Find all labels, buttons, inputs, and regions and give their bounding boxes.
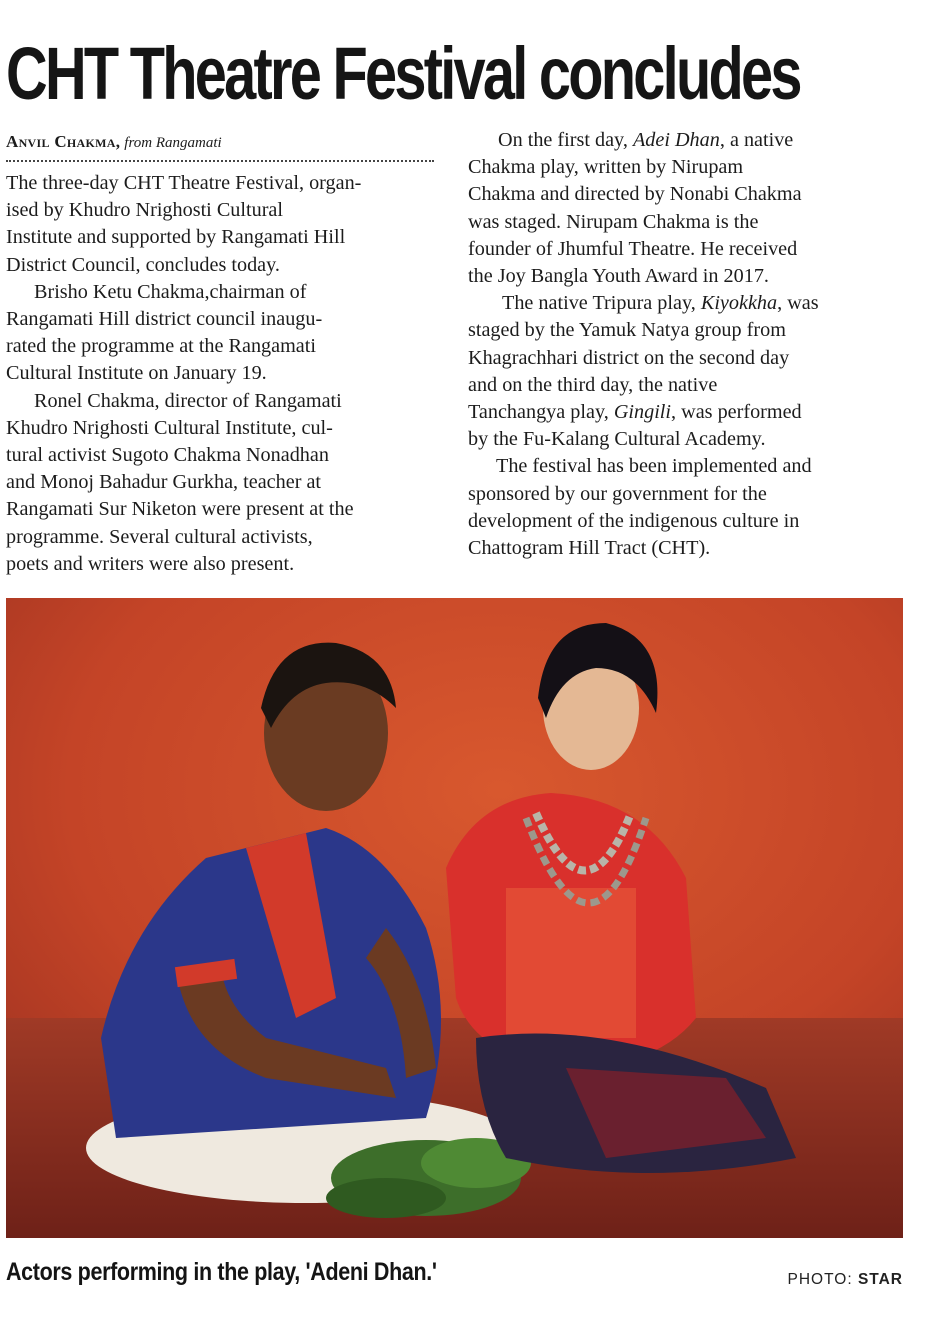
text-line: by the Fu-Kalang Cultural Academy.	[468, 428, 766, 451]
text-line: The festival has been implemented and	[496, 455, 812, 478]
text-line: and on the third day, the native	[468, 373, 718, 396]
byline	[6, 129, 442, 156]
text-run: The native Tripura play,	[502, 292, 701, 315]
right-column	[468, 127, 900, 562]
article-headline: CHT Theatre Festival concludes	[6, 32, 800, 115]
photo-credit-label: PHOTO:	[787, 1271, 858, 1288]
text-line: District Council, concludes today.	[6, 253, 280, 276]
play-title: Kiyokkha	[700, 292, 778, 315]
right-paragraph-3	[468, 453, 900, 562]
byline-divider	[6, 156, 434, 162]
byline-origin: from Rangamati	[124, 135, 222, 151]
text-line: Brisho Ketu Chakma,chairman of	[34, 280, 307, 303]
left-paragraph-3	[6, 388, 442, 578]
text-line: Rangamati Sur Niketon were present at the	[6, 498, 354, 521]
text-line: ised by Khudro Nrighosti Cultural	[6, 199, 283, 222]
text-line: development of the indigenous culture in	[468, 509, 800, 532]
left-paragraph-1	[6, 170, 442, 279]
text-line: Chakma and directed by Nonabi Chakma	[468, 183, 802, 206]
text-line: and Monoj Bahadur Gurkha, teacher at	[6, 471, 322, 494]
play-title: Gingili	[613, 401, 672, 424]
photo-credit-source: STAR	[857, 1271, 903, 1288]
text-line: Ronel Chakma, director of Rangamati	[34, 389, 342, 412]
text-line: Khagrachhari district on the second day	[468, 346, 790, 369]
right-paragraph-1	[468, 127, 900, 290]
text-line: Institute and supported by Rangamati Hill	[6, 226, 346, 249]
text-line: The three-day CHT Theatre Festival, organ-	[6, 172, 362, 194]
text-run: On the first day,	[498, 129, 633, 151]
text-run: Tanchangya play,	[468, 401, 614, 424]
text-line: Rangamati Hill district council inaugu-	[6, 308, 323, 331]
text-line: was staged. Nirupam Chakma is the	[468, 210, 759, 233]
text-line: founder of Jhumful Theatre. He received	[468, 237, 798, 260]
photo-credit	[788, 1271, 904, 1289]
photo-caption: Actors performing in the play, 'Adeni Dhan.'	[6, 1258, 437, 1286]
text-line: sponsored by our government for the	[468, 482, 767, 505]
play-title: Adei Dhan	[632, 129, 720, 151]
text-run: , was performed	[671, 401, 802, 424]
text-line: Khudro Nrighosti Cultural Institute, cul-	[6, 416, 333, 439]
text-line	[468, 290, 900, 317]
stage-photo-illustration	[6, 598, 903, 1238]
text-line: Cultural Institute on January 19.	[6, 362, 267, 385]
article-photo	[6, 598, 903, 1238]
text-line: rated the programme at the Rangamati	[6, 335, 316, 358]
text-line	[468, 399, 900, 426]
left-paragraph-2	[6, 279, 442, 388]
text-line: poets and writers were also present.	[6, 552, 295, 575]
left-column	[6, 129, 442, 578]
text-run: , a native	[719, 129, 794, 151]
text-line: Chakma play, written by Nirupam	[468, 156, 744, 179]
right-paragraph-2	[468, 290, 900, 453]
text-line: the Joy Bangla Youth Award in 2017.	[468, 265, 769, 288]
byline-author: Anvil Chakma,	[6, 132, 121, 151]
text-line: tural activist Sugoto Chakma Nonadhan	[6, 444, 329, 467]
text-line: staged by the Yamuk Natya group from	[468, 319, 786, 342]
text-line	[468, 127, 900, 154]
text-run: , was	[777, 292, 819, 315]
text-line: programme. Several cultural activists,	[6, 525, 313, 548]
text-line: Chattogram Hill Tract (CHT).	[468, 537, 711, 560]
